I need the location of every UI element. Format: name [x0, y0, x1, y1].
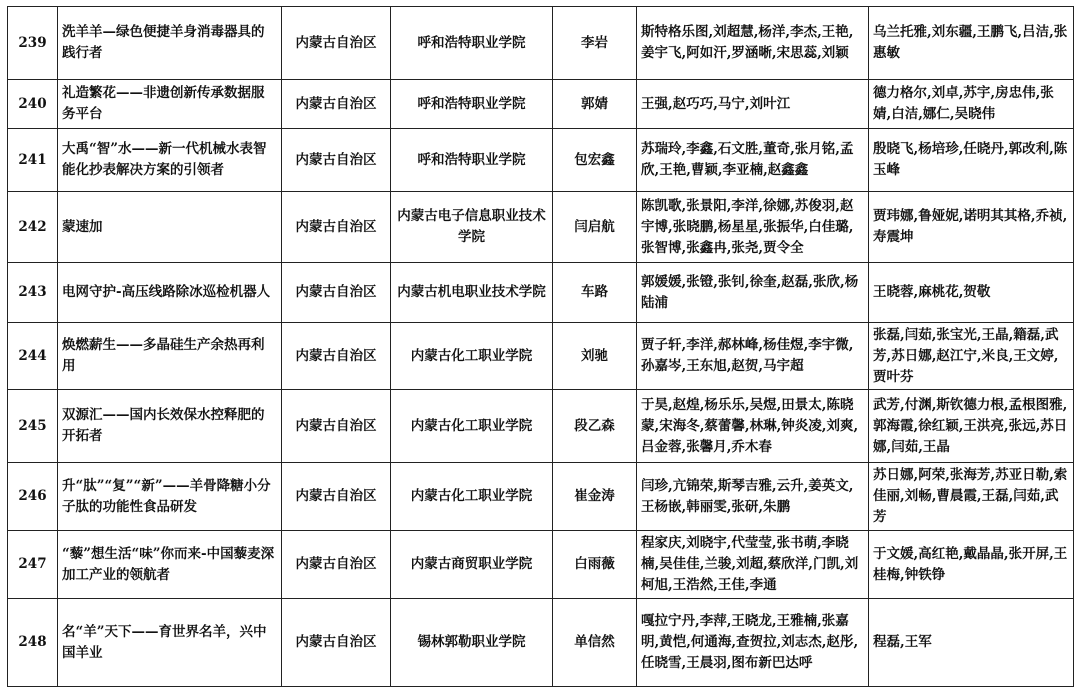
region: 内蒙古自治区 [282, 129, 391, 192]
table-row [8, 463, 1074, 531]
school-name: 呼和浩特职业学院 [391, 7, 553, 80]
advisors: 贾玮娜,鲁娅妮,诺明其其格,乔祯,寿震坤 [869, 192, 1074, 263]
award-list-table [7, 6, 1074, 687]
school-name: 内蒙古电子信息职业技术学院 [391, 192, 553, 263]
project-name: 蒙速加 [58, 192, 282, 263]
row-number: 248 [8, 599, 58, 687]
team-leader: 车路 [553, 263, 637, 323]
school-name: 呼和浩特职业学院 [391, 129, 553, 192]
advisors: 程磊,王军 [869, 599, 1074, 687]
team-leader: 崔金涛 [553, 463, 637, 531]
advisors: 张磊,闫茹,张宝光,王晶,籍磊,武芳,苏日娜,赵江宁,米良,王文婷,贾叶芬 [869, 323, 1074, 390]
school-name: 内蒙古化工职业学院 [391, 323, 553, 390]
team-leader: 郭婧 [553, 80, 637, 129]
team-leader: 李岩 [553, 7, 637, 80]
advisors: 乌兰托雅,刘东疆,王鹏飞,吕洁,张惠敏 [869, 7, 1074, 80]
project-name: 电网守护-高压线路除冰巡检机器人 [58, 263, 282, 323]
project-name: 洗羊羊—绿色便捷羊身消毒器具的践行者 [58, 7, 282, 80]
team-members: 斯特格乐图,刘超慧,杨洋,李杰,王艳,姜宇飞,阿如汗,罗涵晰,宋思蕊,刘颖 [637, 7, 869, 80]
table-row [8, 7, 1074, 80]
team-members: 王强,赵巧巧,马宁,刘叶江 [637, 80, 869, 129]
advisors: 武芳,付渊,斯钦德力根,孟根图雅,郭海霞,徐红颖,王洪亮,张远,苏日娜,闫茹,王晶 [869, 390, 1074, 463]
project-name: 双源汇——国内长效保水控释肥的开拓者 [58, 390, 282, 463]
school-name: 锡林郭勒职业学院 [391, 599, 553, 687]
row-number: 245 [8, 390, 58, 463]
project-name: 名“羊”天下——育世界名羊，兴中国羊业 [58, 599, 282, 687]
region: 内蒙古自治区 [282, 80, 391, 129]
team-members: 闫珍,亢锦荣,斯琴吉雅,云升,姜英文,王杨嵌,韩丽雯,张研,朱鹏 [637, 463, 869, 531]
row-number: 239 [8, 7, 58, 80]
region: 内蒙古自治区 [282, 531, 391, 599]
school-name: 内蒙古化工职业学院 [391, 463, 553, 531]
region: 内蒙古自治区 [282, 599, 391, 687]
team-members: 于昊,赵煌,杨乐乐,吴煜,田景太,陈晓蒙,宋海冬,蔡蕾馨,林琳,钟炎凌,刘爽,吕金蓉,张馨月,乔木春 [637, 390, 869, 463]
advisors: 于文媛,高红艳,戴晶晶,张开屏,王桂梅,钟铁铮 [869, 531, 1074, 599]
table-row [8, 390, 1074, 463]
advisors: 苏日娜,阿荣,张海芳,苏亚日勒,索佳丽,刘畅,曹晨霞,王磊,闫茹,武芳 [869, 463, 1074, 531]
team-leader: 白雨薇 [553, 531, 637, 599]
project-name: “藜”想生活“味”你而来-中国藜麦深加工产业的领航者 [58, 531, 282, 599]
region: 内蒙古自治区 [282, 323, 391, 390]
team-members: 程家庆,刘晓宇,代莹莹,张书萌,李晓楠,吴佳佳,兰骏,刘超,蔡欣洋,门凯,刘柯旭,王浩然,王佳,李通 [637, 531, 869, 599]
team-members: 嘎拉宁丹,李萍,王晓龙,王雅楠,张嘉明,黄恺,何通海,查贺拉,刘志杰,赵彤,任晓雪,王晨羽,图布新巴达呼 [637, 599, 869, 687]
project-name: 礼造繁花——非遗创新传承数据服务平台 [58, 80, 282, 129]
team-leader: 刘驰 [553, 323, 637, 390]
team-members: 陈凯歌,张景阳,李洋,徐娜,苏俊羽,赵宇博,张晓鹏,杨星星,张振华,白佳璐,张智博,张鑫冉,张尧,贾令全 [637, 192, 869, 263]
team-leader: 包宏鑫 [553, 129, 637, 192]
team-leader: 段乙森 [553, 390, 637, 463]
team-members: 郭媛媛,张镫,张钊,徐奎,赵磊,张欣,杨陆浦 [637, 263, 869, 323]
row-number: 240 [8, 80, 58, 129]
school-name: 内蒙古商贸职业学院 [391, 531, 553, 599]
team-leader: 单信然 [553, 599, 637, 687]
advisors: 王晓蓉,麻桃花,贺敬 [869, 263, 1074, 323]
row-number: 241 [8, 129, 58, 192]
table-row [8, 192, 1074, 263]
table-row [8, 129, 1074, 192]
advisors: 德力格尔,刘卓,苏宇,房忠伟,张婧,白洁,娜仁,吴晓伟 [869, 80, 1074, 129]
region: 内蒙古自治区 [282, 463, 391, 531]
team-leader: 闫启航 [553, 192, 637, 263]
row-number: 244 [8, 323, 58, 390]
project-name: 大禹“智”水——新一代机械水表智能化抄表解决方案的引领者 [58, 129, 282, 192]
row-number: 242 [8, 192, 58, 263]
school-name: 内蒙古机电职业技术学院 [391, 263, 553, 323]
region: 内蒙古自治区 [282, 390, 391, 463]
team-members: 苏瑞玲,李鑫,石文胜,董奇,张月铭,孟欣,王艳,曹颖,李亚楠,赵鑫鑫 [637, 129, 869, 192]
row-number: 247 [8, 531, 58, 599]
school-name: 呼和浩特职业学院 [391, 80, 553, 129]
table-row [8, 80, 1074, 129]
project-name: 焕燃薪生——多晶硅生产余热再利用 [58, 323, 282, 390]
table-row [8, 531, 1074, 599]
region: 内蒙古自治区 [282, 263, 391, 323]
table-row [8, 263, 1074, 323]
table-row [8, 599, 1074, 687]
row-number: 243 [8, 263, 58, 323]
team-members: 贾子轩,李洋,郝林峰,杨佳煜,李宇微,孙嘉岑,王东旭,赵贺,马宇超 [637, 323, 869, 390]
project-name: 升“肽”“复”“新”——羊骨降糖小分子肽的功能性食品研发 [58, 463, 282, 531]
region: 内蒙古自治区 [282, 192, 391, 263]
region: 内蒙古自治区 [282, 7, 391, 80]
table-row [8, 323, 1074, 390]
row-number: 246 [8, 463, 58, 531]
advisors: 殷晓飞,杨培珍,任晓丹,郭改利,陈玉峰 [869, 129, 1074, 192]
school-name: 内蒙古化工职业学院 [391, 390, 553, 463]
